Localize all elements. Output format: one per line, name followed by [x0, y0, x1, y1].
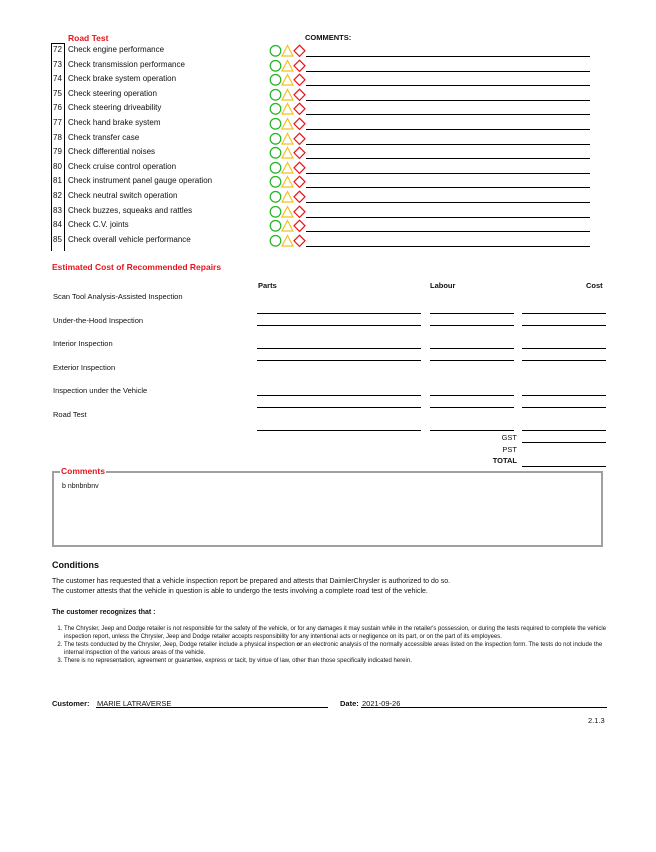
parts-line[interactable]	[257, 407, 421, 408]
warning-triangle-icon[interactable]	[282, 104, 293, 115]
comment-line[interactable]	[306, 85, 590, 86]
page-version: 2.1.3	[588, 716, 605, 725]
customer-label: Customer:	[52, 699, 90, 708]
estimate-row-label: Exterior Inspection	[53, 363, 116, 372]
labour-line[interactable]	[430, 348, 514, 349]
road-test-item	[51, 205, 611, 220]
comment-line[interactable]	[306, 100, 590, 101]
labour-line[interactable]	[430, 325, 514, 326]
road-test-item	[51, 73, 611, 88]
status-icons	[269, 146, 307, 159]
road-test-item	[51, 44, 611, 59]
item-label: Check engine performance	[68, 45, 165, 54]
cost-line[interactable]	[522, 430, 606, 431]
status-icons	[269, 44, 307, 57]
fail-diamond-icon[interactable]	[294, 74, 305, 85]
comment-line[interactable]	[306, 202, 590, 203]
status-icons	[269, 161, 307, 174]
ok-circle-icon[interactable]	[270, 119, 281, 130]
item-label: Check neutral switch operation	[68, 191, 178, 200]
status-icons	[269, 190, 307, 203]
ok-circle-icon[interactable]	[270, 75, 281, 86]
customer-name-field[interactable]: MARIE LATRAVERSE	[97, 699, 172, 708]
comments-text[interactable]: b nbnbnbnv	[62, 483, 99, 490]
parts-line[interactable]	[257, 325, 421, 326]
cost-line[interactable]	[522, 395, 606, 396]
conditions-title: Conditions	[52, 560, 99, 570]
item-number: 85	[53, 234, 62, 244]
item-number: 76	[53, 103, 62, 113]
cost-line[interactable]	[522, 313, 606, 314]
recognizes-title: The customer recognizes that :	[52, 609, 156, 616]
conditions-paragraph-2: The customer attests that the vehicle in question is able to undergo the tests involving a complete road test of the vehicle.	[52, 588, 428, 595]
warning-triangle-icon[interactable]	[282, 133, 293, 144]
item-label: Check steering operation	[68, 88, 157, 98]
gst-label: GST	[501, 433, 517, 442]
fail-diamond-icon[interactable]	[294, 147, 305, 158]
status-icons	[269, 102, 307, 115]
conditions-paragraph-1: The customer has requested that a vehicle inspection report be prepared and attests that DaimlerChrysler is authorized to do so.	[52, 578, 451, 585]
fail-diamond-icon[interactable]	[294, 206, 305, 217]
road-test-item	[51, 117, 611, 132]
ok-circle-icon[interactable]	[270, 46, 281, 57]
item-label: Check transfer case	[68, 132, 140, 142]
comment-line[interactable]	[306, 129, 590, 130]
gst-line[interactable]	[522, 442, 606, 443]
cost-line[interactable]	[522, 325, 606, 326]
ok-circle-icon[interactable]	[270, 192, 281, 203]
item-number: 80	[53, 161, 62, 171]
status-icons	[269, 88, 307, 101]
pst-label: PST	[502, 445, 517, 454]
parts-line[interactable]	[257, 395, 421, 396]
comment-line[interactable]	[306, 187, 590, 188]
fail-diamond-icon[interactable]	[294, 191, 305, 202]
comment-line[interactable]	[306, 144, 590, 145]
parts-line[interactable]	[257, 348, 421, 349]
estimate-title: Estimated Cost of Recommended Repairs	[52, 262, 222, 272]
road-test-item	[51, 190, 611, 205]
comment-line[interactable]	[306, 246, 590, 247]
item-number: 75	[53, 88, 62, 98]
parts-line[interactable]	[257, 360, 421, 361]
comments-box[interactable]	[52, 471, 603, 547]
condition-item: 1. The Chrysler, Jeep and Dodge retailer is not responsible for the safety of the vehicle, or for any damages it may sustain while in the retailer's possession, or during the tests required to complete the vehicle inspection report, unless the Chrysler, Jeep and Dodge retailer accepts responsibility for any intentional acts or negligence on its part, or on the part of its employees.	[64, 625, 616, 641]
date-field[interactable]: 2021-09-26	[362, 699, 401, 708]
item-number: 73	[53, 59, 62, 69]
ok-circle-icon[interactable]	[270, 235, 281, 246]
item-number: 72	[53, 45, 62, 54]
condition-item: 3. There is no representation, agreement or guarantee, express or tacit, by virtue of law, other than those specifically indicated herein.	[64, 657, 616, 665]
item-label: Check steering driveability	[68, 103, 162, 113]
item-number: 77	[53, 118, 62, 127]
road-test-item	[51, 219, 611, 234]
status-icons	[269, 234, 307, 247]
ok-circle-icon[interactable]	[270, 60, 281, 71]
road-test-item	[51, 132, 611, 147]
comments-legend: Comments	[61, 466, 105, 476]
item-number: 78	[53, 132, 62, 142]
fail-diamond-icon[interactable]	[294, 45, 305, 56]
item-label: Check hand brake system	[68, 118, 161, 127]
status-icons	[269, 59, 307, 72]
warning-triangle-icon[interactable]	[282, 177, 293, 188]
warning-triangle-icon[interactable]	[282, 148, 293, 159]
labour-line[interactable]	[430, 313, 514, 314]
date-line	[361, 707, 607, 708]
status-icons	[269, 175, 307, 188]
fail-diamond-icon[interactable]	[294, 177, 305, 188]
item-number: 84	[53, 220, 62, 230]
fail-diamond-icon[interactable]	[294, 162, 305, 173]
status-icons	[269, 205, 307, 218]
labour-line[interactable]	[430, 407, 514, 408]
road-test-item	[51, 146, 611, 161]
item-label: Check instrument panel gauge operation	[68, 176, 213, 186]
warning-triangle-icon[interactable]	[282, 75, 293, 86]
road-test-title: Road Test	[68, 33, 109, 43]
status-icons	[269, 219, 307, 232]
comments-column-header: COMMENTS:	[305, 33, 352, 42]
cost-line[interactable]	[522, 348, 606, 349]
estimate-row-label: Road Test	[53, 410, 87, 419]
comment-line[interactable]	[306, 173, 590, 174]
status-icons	[269, 73, 307, 86]
cost-line[interactable]	[522, 407, 606, 408]
comment-line[interactable]	[306, 71, 590, 72]
fail-diamond-icon[interactable]	[294, 104, 305, 115]
customer-signature-line	[96, 707, 328, 708]
labour-line[interactable]	[430, 430, 514, 431]
fail-diamond-icon[interactable]	[294, 133, 305, 144]
fail-diamond-icon[interactable]	[294, 235, 305, 246]
labour-column-header: Labour	[430, 281, 456, 290]
date-label: Date:	[340, 699, 359, 708]
parts-line[interactable]	[257, 430, 421, 431]
condition-item: 2. The tests conducted by the Chrysler, Jeep, Dodge retailer include a physical inspection or an electronic analysis of the normally accessible areas listed on the inspection form. The tests do not include the internal inspection of the various areas of the vehicle.	[64, 641, 616, 657]
warning-triangle-icon[interactable]	[282, 89, 293, 100]
status-icons	[269, 117, 307, 130]
item-number: 83	[53, 205, 62, 215]
ok-circle-icon[interactable]	[270, 162, 281, 173]
item-number: 81	[53, 176, 62, 186]
item-number: 74	[53, 74, 62, 84]
road-test-item	[51, 59, 611, 74]
ok-circle-icon[interactable]	[270, 148, 281, 159]
estimate-row-label: Scan Tool Analysis-Assisted Inspection	[53, 292, 183, 301]
road-test-item	[51, 175, 611, 190]
warning-triangle-icon[interactable]	[282, 221, 293, 232]
item-label: Check transmission performance	[68, 59, 185, 69]
comment-line[interactable]	[306, 231, 590, 232]
fail-diamond-icon[interactable]	[294, 89, 305, 100]
comment-line[interactable]	[306, 217, 590, 218]
parts-line[interactable]	[257, 313, 421, 314]
item-number: 79	[53, 147, 62, 157]
ok-circle-icon[interactable]	[270, 104, 281, 115]
comment-line[interactable]	[306, 114, 590, 115]
road-test-item	[51, 102, 611, 117]
labour-line[interactable]	[430, 360, 514, 361]
estimate-row-label: Interior Inspection	[53, 339, 113, 348]
comment-line[interactable]	[306, 56, 590, 57]
cost-column-header: Cost	[586, 281, 603, 290]
labour-line[interactable]	[430, 395, 514, 396]
warning-triangle-icon[interactable]	[282, 206, 293, 217]
item-label: Check cruise control operation	[68, 161, 177, 171]
item-label: Check buzzes, squeaks and rattles	[68, 205, 193, 215]
parts-column-header: Parts	[258, 281, 277, 290]
ok-circle-icon[interactable]	[270, 89, 281, 100]
ok-circle-icon[interactable]	[270, 206, 281, 217]
warning-triangle-icon[interactable]	[282, 119, 293, 130]
item-label: Check differential noises	[68, 147, 156, 157]
comment-line[interactable]	[306, 158, 590, 159]
warning-triangle-icon[interactable]	[282, 235, 293, 246]
cost-line[interactable]	[522, 360, 606, 361]
road-test-item	[51, 88, 611, 103]
estimate-row-label: Inspection under the Vehicle	[53, 386, 148, 395]
warning-triangle-icon[interactable]	[282, 192, 293, 203]
warning-triangle-icon[interactable]	[282, 46, 293, 57]
road-test-item	[51, 234, 611, 249]
estimate-row-label: Under-the-Hood Inspection	[53, 316, 144, 325]
fail-diamond-icon[interactable]	[294, 220, 305, 231]
fail-diamond-icon[interactable]	[294, 60, 305, 71]
item-label: Check brake system operation	[68, 74, 177, 84]
warning-triangle-icon[interactable]	[282, 60, 293, 71]
item-label: Check overall vehicle performance	[68, 234, 191, 244]
total-line[interactable]	[522, 466, 606, 467]
conditions-list	[52, 625, 616, 665]
ok-circle-icon[interactable]	[270, 133, 281, 144]
fail-diamond-icon[interactable]	[294, 118, 305, 129]
item-number: 82	[53, 191, 62, 200]
ok-circle-icon[interactable]	[270, 177, 281, 188]
total-label: TOTAL	[492, 456, 517, 465]
warning-triangle-icon[interactable]	[282, 162, 293, 173]
ok-circle-icon[interactable]	[270, 221, 281, 232]
road-test-item	[51, 161, 611, 176]
item-label: Check C.V. joints	[68, 220, 129, 230]
status-icons	[269, 132, 307, 145]
